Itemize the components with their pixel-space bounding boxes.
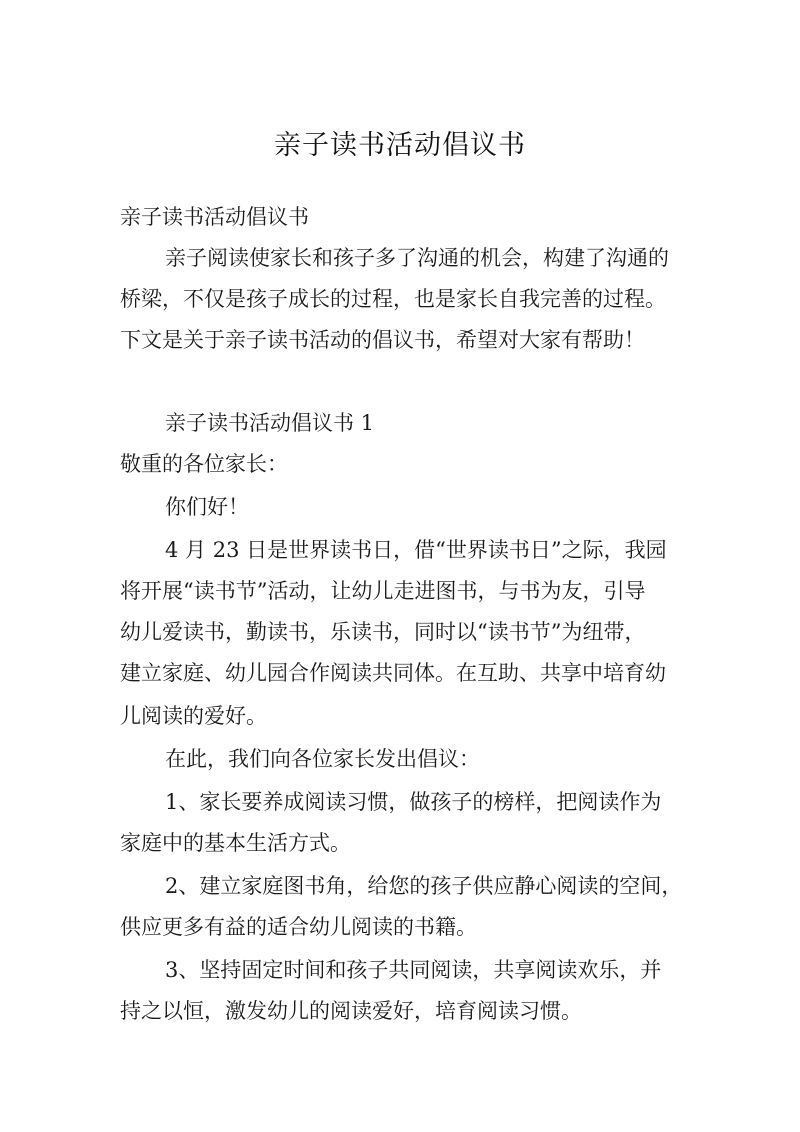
intro-line-3: 下文是关于亲子读书活动的倡议书，希望对大家有帮助！ [120, 328, 645, 352]
proposal-item-3: 3、坚持固定时间和孩子共同阅读，共享阅读欢乐，并 [165, 958, 662, 982]
paragraph-line: 将开展“读书节”活动，让幼儿走进图书，与书为友，引导 [120, 579, 646, 603]
proposal-item-3-cont: 持之以恒，激发幼儿的阅读爱好，培育阅读习惯。 [120, 999, 582, 1023]
greeting: 你们好！ [165, 495, 249, 519]
proposal-item-2: 2、建立家庭图书角，给您的孩子供应静心阅读的空间， [165, 874, 683, 898]
paragraph-line: 4 月 23 日是世界读书日，借“世界读书日”之际，我园 [165, 538, 667, 562]
proposal-item-1: 1、家长要养成阅读习惯，做孩子的榜样，把阅读作为 [165, 790, 662, 814]
intro-line-1: 亲子阅读使家长和孩子多了沟通的机会，构建了沟通的 [165, 246, 669, 270]
proposal-item-2-cont: 供应更多有益的适合幼儿阅读的书籍。 [120, 915, 477, 939]
page-title: 亲子读书活动倡议书 [274, 130, 526, 161]
paragraph-line: 幼儿爱读书，勤读书，乐读书，同时以“读书节”为纽带， [120, 620, 646, 644]
subtitle-line: 亲子读书活动倡议书 [120, 205, 309, 229]
section-heading: 亲子读书活动倡议书 1 [165, 411, 375, 435]
paragraph-line: 建立家庭、幼儿园合作阅读共同体。在互助、共享中培育幼 [120, 661, 666, 685]
proposal-intro: 在此，我们向各位家长发出倡议： [165, 747, 480, 771]
salutation: 敬重的各位家长： [120, 452, 288, 476]
paragraph-line: 儿阅读的爱好。 [120, 704, 267, 728]
proposal-item-1-cont: 家庭中的基本生活方式。 [120, 831, 351, 855]
intro-line-2: 桥梁，不仅是孩子成长的过程，也是家长自我完善的过程。 [120, 287, 666, 311]
